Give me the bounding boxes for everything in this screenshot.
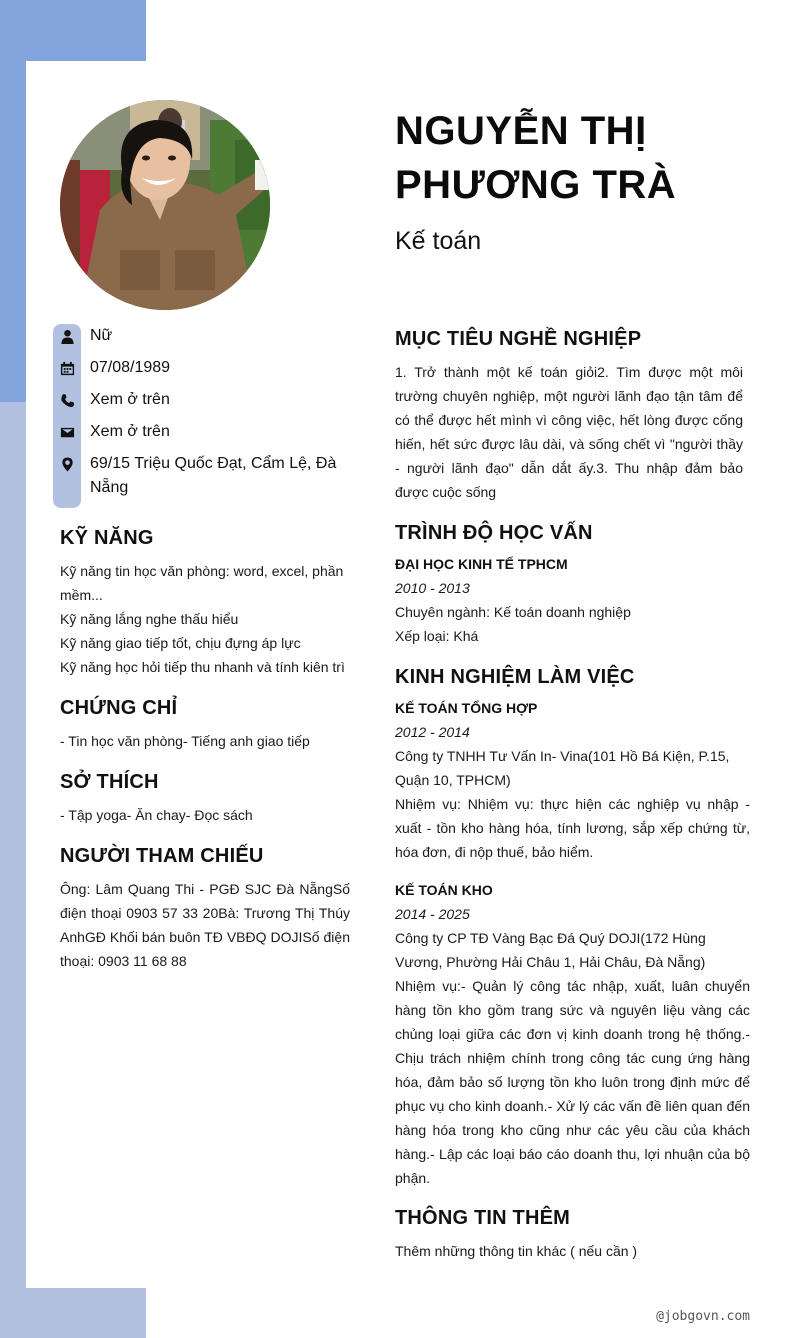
- education-period: 2010 - 2013: [395, 580, 470, 596]
- hobbies-section: [60, 767, 350, 827]
- contact-address: [58, 452, 348, 500]
- experience-title: KINH NGHIỆM LÀM VIỆC: [395, 666, 635, 688]
- avatar-photo: [60, 100, 270, 310]
- contact-email: [58, 420, 348, 444]
- contact-gender: [58, 324, 348, 348]
- contact-list: [58, 324, 348, 508]
- contact-phone: [58, 388, 348, 412]
- job-company: Công ty CP TĐ Vàng Bạc Đá Quý DOJI(172 Hùng Vương, Phường Hải Châu 1, Hải Châu, Đà Nẵng): [395, 930, 706, 970]
- objective-title: MỤC TIÊU NGHỀ NGHIỆP: [395, 328, 642, 350]
- watermark: @jobgovn.com: [656, 1309, 750, 1324]
- phone-value: Xem ở trên: [90, 391, 170, 408]
- extra-section: [395, 1203, 750, 1263]
- skills-section: [60, 523, 350, 679]
- certificates-title: CHỨNG CHỈ: [60, 697, 178, 719]
- references-text: Ông: Lâm Quang Thi - PGĐ SJC Đà NẵngSố điện thoại 0903 57 33 20Bà: Trương Thị Thúy AnhGĐ Khối bán buôn TĐ VBĐQ DOJISố điện thoại: 0903 11 68 88: [60, 881, 350, 969]
- education-title: TRÌNH ĐỘ HỌC VẤN: [395, 522, 593, 544]
- address-value: 69/15 Triệu Quốc Đạt, Cẩm Lệ, Đà Nẵng: [90, 455, 337, 496]
- job-duties: Nhiệm vụ:- Quản lý công tác nhập, xuất, luân chuyển hàng tồn kho gồm trang sức và nguyên liệu vàng các chủng loại giữa các đơn vị kinh doanh trong hệ thống.- Chịu trách nhiệm chính trong công tác cung ứng hàng hóa, đảm bảo số lượng tồn kho luôn trong định mức để phục vụ cho kinh doanh.- Xử lý các vấn đề liên quan đến hàng hóa trong kho cũng như các yêu cầu của khách hàng.- Lập các loại báo cáo doanh thu, lợi nhuận của bộ phận.: [395, 978, 750, 1186]
- objective-text: 1. Trở thành một kế toán giỏi2. Tìm được một môi trường chuyên nghiệp, một người lãnh đạo tận tâm để có thể được hết mình vì công việc, hết lòng được cống hiến, hết sức được lâu dài, và sống chết vì "người thầy - người lãnh đạo" dẫn dắt ấy.3. Thu nhập đảm bảo được cuộc sống: [395, 364, 743, 500]
- objective-section: [395, 324, 743, 504]
- job-period: 2012 - 2014: [395, 724, 470, 740]
- job-position: KẾ TOÁN TỔNG HỢP: [395, 700, 538, 716]
- job-position: KẾ TOÁN KHO: [395, 882, 493, 898]
- email-value: Xem ở trên: [90, 423, 170, 440]
- location-pin-icon: [58, 452, 76, 476]
- skills-title: KỸ NĂNG: [60, 527, 154, 549]
- contact-dob: [58, 356, 348, 380]
- extra-text: Thêm những thông tin khác ( nếu cần ): [395, 1243, 638, 1259]
- skill-item: Kỹ năng lắng nghe thấu hiểu: [60, 611, 239, 627]
- hobbies-title: SỞ THÍCH: [60, 771, 159, 793]
- job-entry: [395, 696, 750, 864]
- user-icon: [58, 324, 76, 348]
- education-school: ĐẠI HỌC KINH TẾ TPHCM: [395, 556, 568, 572]
- hobbies-text: - Tập yoga- Ăn chay- Đọc sách: [60, 807, 253, 823]
- skill-item: Kỹ năng giao tiếp tốt, chịu đựng áp lực: [60, 635, 301, 651]
- experience-section: [395, 662, 750, 1190]
- dob-value: 07/08/1989: [90, 359, 171, 376]
- calendar-icon: [58, 356, 76, 380]
- references-title: NGƯỜI THAM CHIẾU: [60, 845, 264, 867]
- references-section: [60, 841, 350, 973]
- skill-item: Kỹ năng học hỏi tiếp thu nhanh và tính kiên trì: [60, 659, 345, 675]
- gender-value: Nữ: [90, 327, 113, 344]
- job-company: Công ty TNHH Tư Vấn In- Vina(101 Hồ Bá Kiện, P.15, Quận 10, TPHCM): [395, 748, 730, 788]
- extra-title: THÔNG TIN THÊM: [395, 1207, 571, 1229]
- full-name: NGUYỄN THỊ PHƯƠNG TRÀ: [395, 109, 677, 207]
- job-duties: Nhiệm vụ: Nhiệm vụ: thực hiện các nghiệp vụ nhập - xuất - tồn kho hàng hóa, tính lương, sắp xếp chứng từ, hóa đơn, đi nộp thuế, bảo hiểm.: [395, 796, 750, 860]
- certificates-section: [60, 693, 350, 753]
- certificates-text: - Tin học văn phòng- Tiếng anh giao tiếp: [60, 733, 310, 749]
- mail-icon: [58, 420, 76, 444]
- job-entry: [395, 878, 750, 1190]
- job-title: Kế toán: [395, 227, 482, 255]
- education-section: [395, 518, 743, 648]
- skill-item: Kỹ năng tin học văn phòng: word, excel, phần mềm...: [60, 563, 344, 603]
- job-period: 2014 - 2025: [395, 906, 470, 922]
- education-major: Chuyên ngành: Kế toán doanh nghiệp: [395, 604, 631, 620]
- education-grade: Xếp loại: Khá: [395, 628, 479, 644]
- phone-icon: [58, 388, 76, 412]
